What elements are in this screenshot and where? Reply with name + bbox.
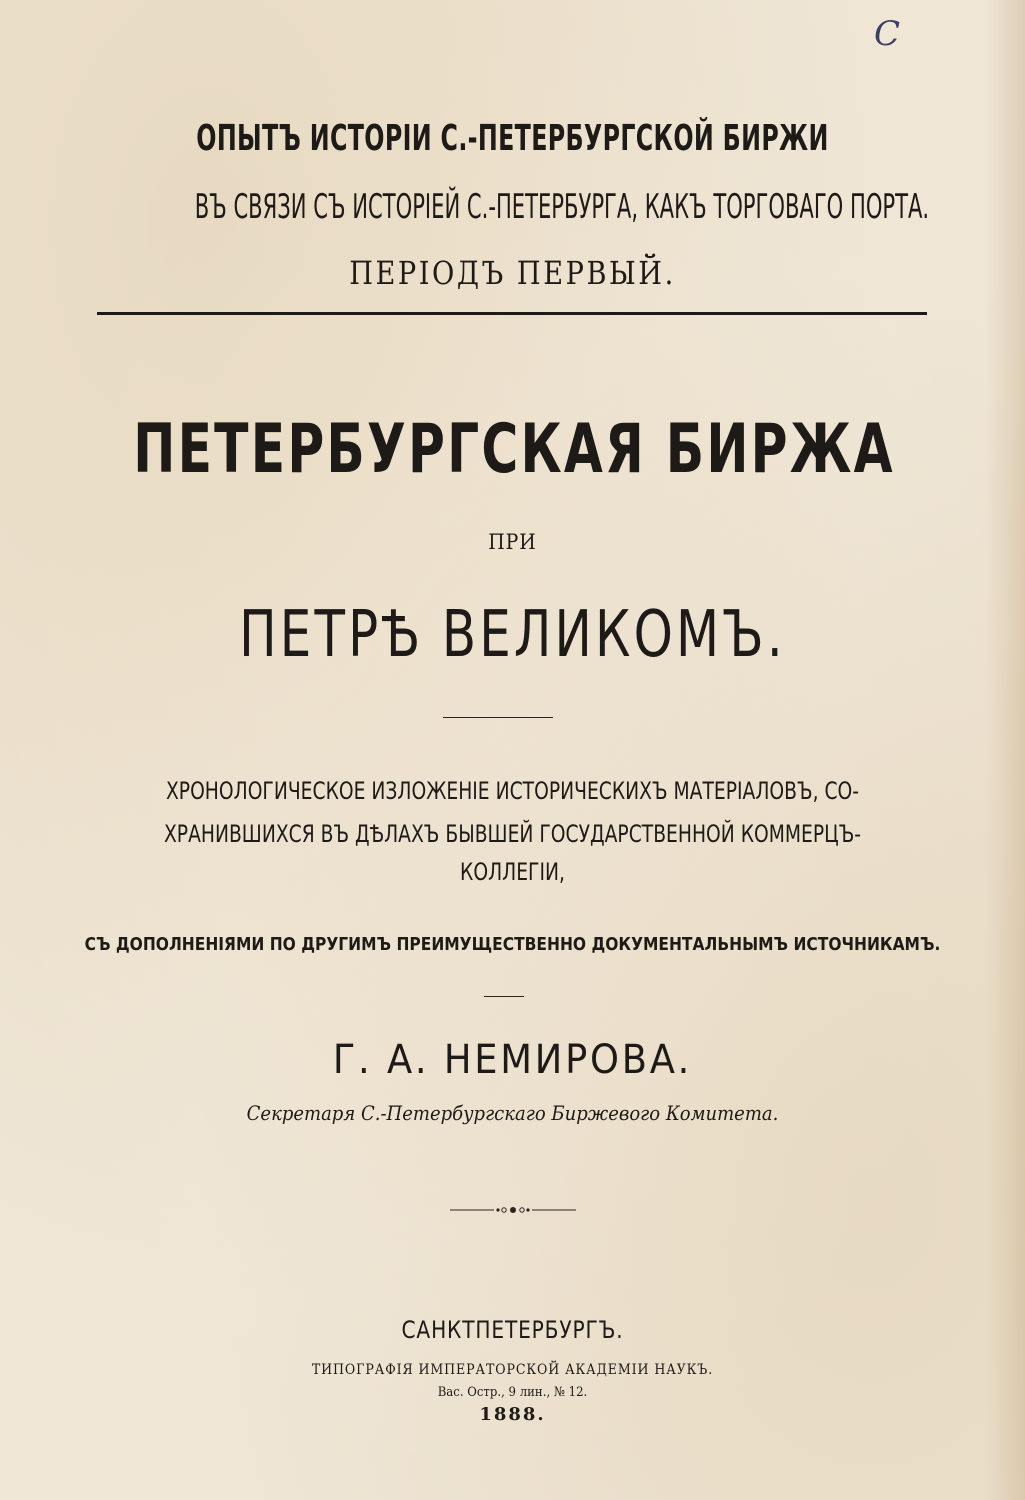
page-edge-shadow — [985, 0, 1025, 1500]
imprint-year: 1888. — [479, 1404, 546, 1425]
series-subtitle: ВЪ СВЯЗИ СЪ ИСТОРІЕЙ С.-ПЕТЕРБУРГА, КАКЪ ТОРГОВАГО ПОРТА. — [194, 187, 930, 227]
imprint-city: САНКТПЕТЕРБУРГЪ. — [401, 1316, 624, 1344]
author-divider — [484, 996, 524, 997]
author-name: Г. А. НЕМИРОВА. — [332, 1037, 693, 1083]
header-divider — [97, 312, 927, 315]
description-line-1: ХРОНОЛОГИЧЕСКОЕ ИЗЛОЖЕНІЕ ИСТОРИЧЕСКИХЪ МАТЕРІАЛОВЪ, СО- — [165, 777, 860, 805]
author-role: Секретаря С.-Петербургскаго Биржевого Комитета. — [246, 1101, 779, 1125]
main-title: ПЕТЕРБУРГСКАЯ БИРЖА — [133, 410, 895, 489]
imprint-address: Вас. Остр., 9 лин., № 12. — [437, 1385, 588, 1400]
series-title: ОПЫТЪ ИСТОРІИ С.-ПЕТЕРБУРГСКОЙ БИРЖИ — [196, 118, 829, 159]
corner-annotation: С — [874, 14, 901, 54]
description-line-3: КОЛЛЕГІИ, — [460, 858, 565, 886]
secondary-title: ПЕТРѢ ВЕЛИКОМЪ. — [239, 598, 786, 672]
title-divider — [443, 717, 553, 718]
ornament-icon — [0, 1202, 1025, 1218]
imprint-press: ТИПОГРАФІЯ ИМПЕРАТОРСКОЙ АКАДЕМІИ НАУКЪ. — [311, 1362, 714, 1378]
period-label: ПЕРІОДЪ ПЕРВЫЙ. — [349, 254, 676, 292]
title-connector: ПРИ — [488, 530, 537, 554]
description-line-2: ХРАНИВШИХСЯ ВЪ ДѢЛАХЪ БЫВШЕЙ ГОСУДАРСТВЕННОЙ КОММЕРЦЪ- — [163, 820, 862, 848]
supplement-line: СЪ ДОПОЛНЕНІЯМИ ПО ДРУГИМЪ ПРЕИМУЩЕСТВЕННО ДОКУМЕНТАЛЬНЫМЪ ИСТОЧНИКАМЪ. — [84, 934, 941, 955]
